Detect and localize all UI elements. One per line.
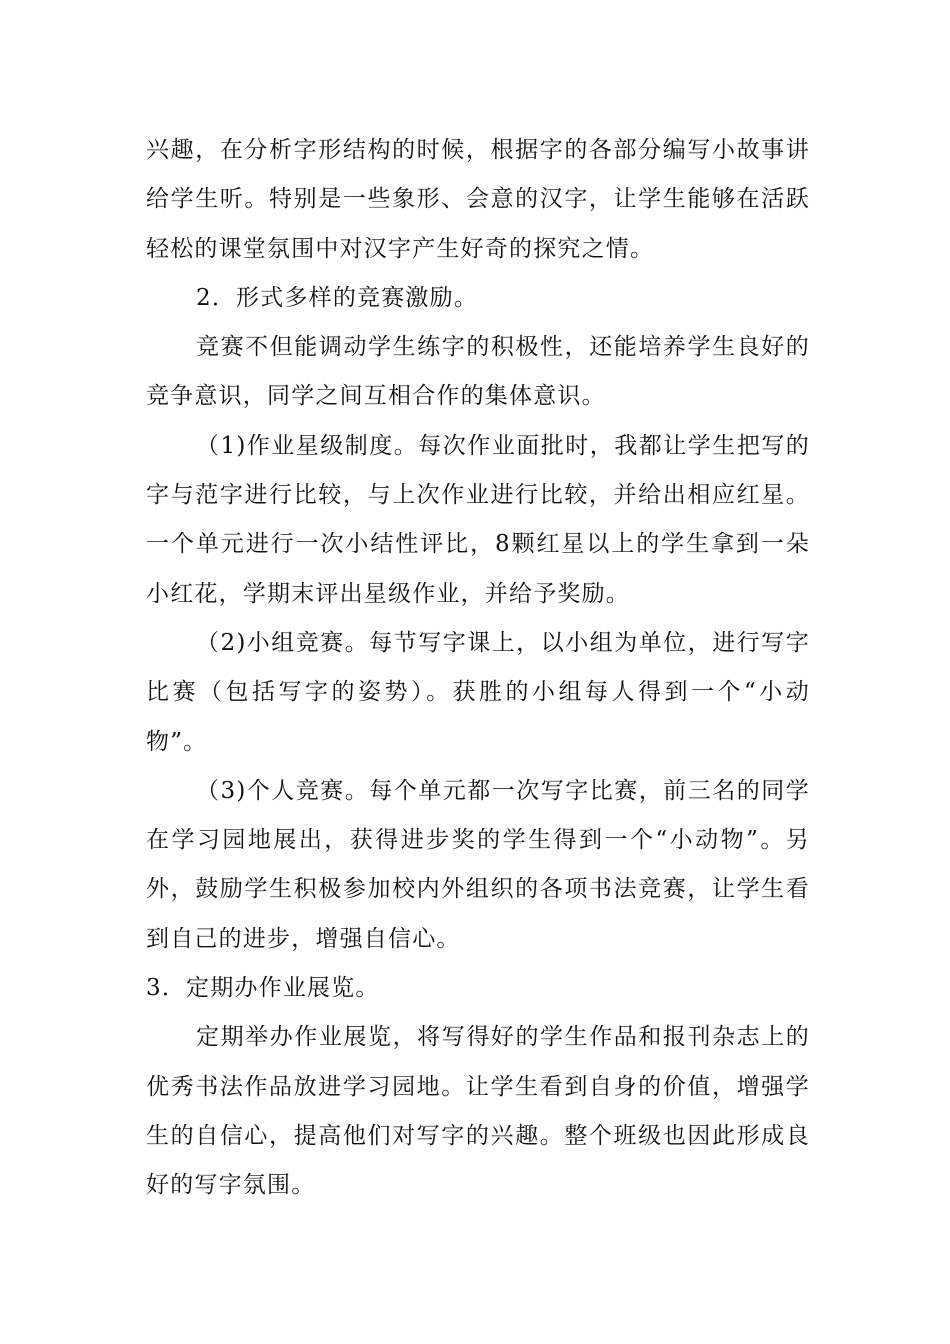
paragraph-star-rating-system: （1)作业星级制度。每次作业面批时，我都让学生把写的字与范字进行比较，与上次作业进行比较，并给出相应红星。一个单元进行一次小结性评比，8颗红星以上的学生拿到一朵小红花，学期末评出星级作业，并给予奖励。: [146, 432, 810, 607]
paragraph-homework-exhibition: 定期举办作业展览，将写得好的学生作品和报刊杂志上的优秀书法作品放进学习园地。让学生看到自身的价值，增强学生的自信心，提高他们对写字的兴趣。整个班级也因此形成良好的写字氛围。: [146, 1024, 810, 1199]
paragraph-interest-continuation: 兴趣，在分析字形结构的时候，根据字的各部分编写小故事讲给学生听。特别是一些象形、会意的汉字，让学生能够在活跃轻松的课堂氛围中对汉字产生好奇的探究之情。: [146, 137, 810, 262]
heading-competition-motivation: 2．形式多样的竞赛激励。: [196, 284, 479, 311]
heading-homework-exhibition: 3．定期办作业展览。: [146, 975, 380, 1002]
paragraph-group-competition: （2)小组竞赛。每节写字课上，以小组为单位，进行写字比赛（包括写字的姿势）。获胜的小组每人得到一个“小动物”。: [146, 629, 810, 755]
paragraph-individual-competition: （3)个人竞赛。每个单元都一次写字比赛，前三名的同学在学习园地展出，获得进步奖的学生得到一个“小动物”。另外，鼓励学生积极参加校内外组织的各项书法竞赛，让学生看到自己的进步，增强自信心。: [146, 777, 810, 952]
paragraph-competition-intro: 竞赛不但能调动学生练字的积极性，还能培养学生良好的竞争意识，同学之间互相合作的集体意识。: [146, 334, 810, 410]
document-page: [146, 126, 810, 1211]
